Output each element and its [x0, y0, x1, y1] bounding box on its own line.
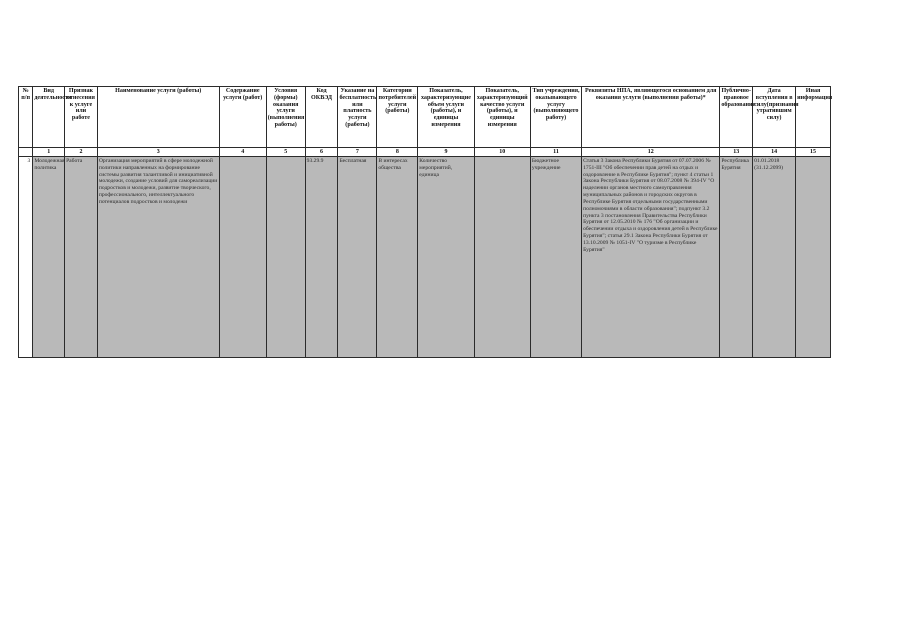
column-number: 7: [338, 148, 377, 157]
cell-npa: Статья 3 Закона Республики Бурятия от 07.07.2006 № 1751-III "Об обеспечении прав детей на отдых и оздоровление в Республике Бурятия"; пункт 4 статьи 1 Закона Республики Бурятия от 08.07.2008 № 394-IV "О наделении органов местного самоуправления муниципальных районов и городских округов в Республике Бурятия отдельными государственными полномочиями в области образования"; подпункт 3.2 пункта 3 постановления Правительства Республики Бурятия от 12.05.2010 № 176 "Об организации и обеспечении отдыха и оздоровления детей в Республике Бурятия"; статья 29.1 Закона Республики Бурятия от 13.10.2009 № 1051-IV "О туризме в Республике Бурятия": [582, 157, 720, 358]
cell-service-name: Организация мероприятий в сфере молодежной политики направленных на формирование системы развития талантливой и инициативной молодежи, создание условий для самореализации подростков и молодежи, развитие творческого, профессионального, интеллектуального потенциалов подростков и молодежи: [97, 157, 219, 358]
cell-entity: Республика Бурятия: [720, 157, 753, 358]
header-cell: Наименование услуги (работы): [97, 87, 219, 148]
cell-other: [796, 157, 831, 358]
column-number: 14: [753, 148, 796, 157]
column-number: 4: [219, 148, 266, 157]
column-number: 12: [582, 148, 720, 157]
column-number: 10: [474, 148, 530, 157]
table-header-row: [19, 87, 831, 148]
column-number: 2: [65, 148, 98, 157]
cell-content: [219, 157, 266, 358]
cell-okved: 93.29.9: [305, 157, 338, 358]
header-cell: Тип учреждения, оказывающего услугу (выполняющего работу): [530, 87, 581, 148]
column-number: 5: [266, 148, 305, 157]
cell-consumers: В интересах общества: [377, 157, 418, 358]
column-number: [19, 148, 33, 157]
column-number: 9: [418, 148, 474, 157]
header-cell: Код ОКВЭД: [305, 87, 338, 148]
column-number: 6: [305, 148, 338, 157]
cell-quality: [474, 157, 530, 358]
header-cell: Условия (формы) оказания услуги (выполнения работы): [266, 87, 305, 148]
header-cell: Реквизиты НПА, являющегося основанием для оказания услуги (выполнения работы)*: [582, 87, 720, 148]
column-number: 1: [33, 148, 65, 157]
header-cell: Содержание услуги (работ): [219, 87, 266, 148]
cell-row-number: 3: [19, 157, 33, 358]
table-row: [19, 157, 831, 358]
cell-institution-type: Бюджетное учреждение: [530, 157, 581, 358]
column-number: 15: [796, 148, 831, 157]
header-cell: Вид деятельности: [33, 87, 65, 148]
header-cell: Категории потребителей услуги (работы): [377, 87, 418, 148]
services-registry-sheet: [18, 86, 831, 358]
header-cell: Признак отнесения к услуге или работе: [65, 87, 98, 148]
cell-conditions: [266, 157, 305, 358]
header-cell: Публично-правовое образование: [720, 87, 753, 148]
cell-sign: Работа: [65, 157, 98, 358]
cell-date: 01.01.2018 (31.12.2099): [753, 157, 796, 358]
column-number: 3: [97, 148, 219, 157]
header-cell: Указание на бесплатность или платность услуги (работы): [338, 87, 377, 148]
column-number: 8: [377, 148, 418, 157]
header-cell: Показатель, характеризующий качество услуги (работы), и единицы измерения: [474, 87, 530, 148]
column-number-row: [19, 148, 831, 157]
column-number: 11: [530, 148, 581, 157]
header-cell: Дата вступления в силу(признания утратившим силу): [753, 87, 796, 148]
services-registry-table: [18, 86, 831, 358]
cell-payment: Бесплатная: [338, 157, 377, 358]
header-cell: № п/п: [19, 87, 33, 148]
header-cell: Иная информация: [796, 87, 831, 148]
header-cell: Показатель, характеризующие объем услуги (работы), и единицы измерения: [418, 87, 474, 148]
cell-volume: Количество мероприятий, единица: [418, 157, 474, 358]
column-number: 13: [720, 148, 753, 157]
cell-activity: Молодежная политика: [33, 157, 65, 358]
